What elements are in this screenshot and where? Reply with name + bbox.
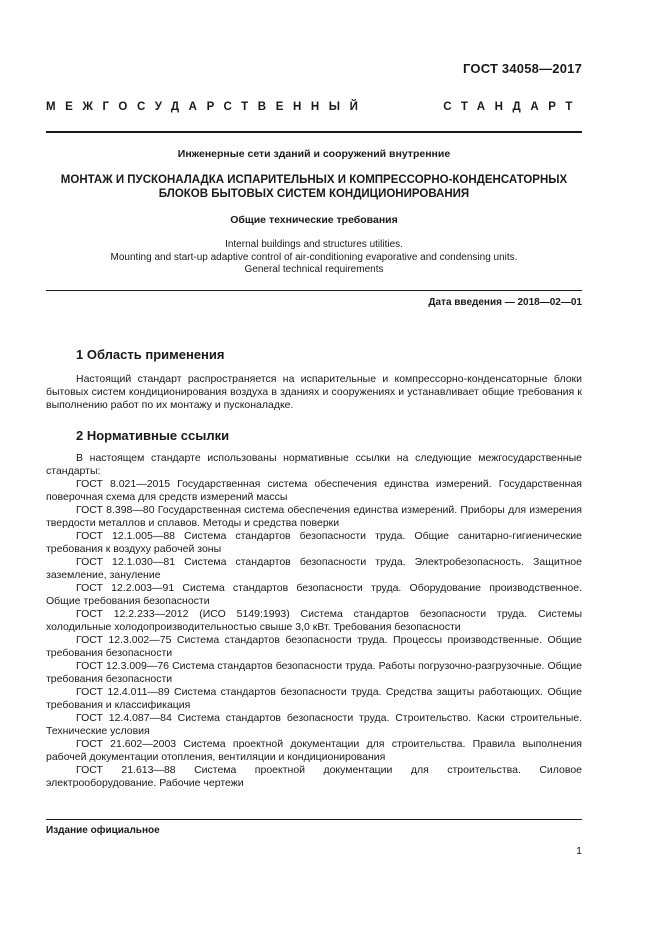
english-title-line: Internal buildings and structures utilities. bbox=[225, 239, 403, 250]
paragraph: Настоящий стандарт распространяется на испарительные и компрессорно-конденсаторные блоки бытовых систем кондиционирования воздуха в зданиях и сооружениях и устанавливает общие требования к выполнению работ по их монтажу и пусконаладке. bbox=[46, 373, 582, 411]
banner-word-standard: СТАНДАРТ bbox=[443, 101, 582, 113]
doc-main-title bbox=[46, 173, 582, 201]
official-edition-note: Издание официальное bbox=[46, 825, 160, 836]
section-heading-scope: 1 Область применения bbox=[76, 347, 225, 362]
reference-item: ГОСТ 8.398—80 Государственная система обеспечения единства измерений. Приборы для измерения твердости металлов и сплавов. Методы и средства поверки bbox=[46, 504, 582, 529]
main-title-line: БЛОКОВ БЫТОВЫХ СИСТЕМ КОНДИЦИОНИРОВАНИЯ bbox=[158, 188, 470, 200]
footer-divider bbox=[46, 819, 582, 820]
english-title-line: Mounting and start-up adaptive control of air-conditioning evaporative and condensing units. bbox=[110, 251, 518, 263]
english-title bbox=[46, 239, 582, 277]
doc-requirements-title: Общие технические требования bbox=[230, 214, 398, 226]
title-divider bbox=[46, 290, 582, 291]
standard-banner bbox=[46, 101, 582, 113]
reference-item: ГОСТ 12.4.011—89 Система стандартов безопасности труда. Средства защиты работающих. Общие требования и классификация bbox=[46, 686, 582, 711]
reference-item: ГОСТ 12.2.003—91 Система стандартов безопасности труда. Оборудование производственное. Общие требования безопасности bbox=[46, 582, 582, 607]
reference-item: ГОСТ 21.613—88 Система проектной документации для строительства. Силовое электрооборудование. Рабочие чертежи bbox=[46, 764, 582, 789]
section-scope-body bbox=[46, 373, 582, 412]
banner-word-interstate: МЕЖГОСУДАРСТВЕННЫЙ bbox=[46, 101, 368, 113]
reference-item: ГОСТ 12.1.005—88 Система стандартов безопасности труда. Общие санитарно-гигиенические требования к воздуху рабочей зоны bbox=[46, 530, 582, 555]
paragraph: В настоящем стандарте использованы нормативные ссылки на следующие межгосударственные стандарты: bbox=[46, 452, 582, 477]
main-title-line: МОНТАЖ И ПУСКОНАЛАДКА ИСПАРИТЕЛЬНЫХ И КОМПРЕССОРНО-КОНДЕНСАТОРНЫХ bbox=[60, 174, 568, 186]
section-references-body bbox=[46, 452, 582, 790]
introduction-date: Дата введения — 2018—02—01 bbox=[428, 297, 582, 308]
english-title-line: General technical requirements bbox=[244, 264, 384, 275]
reference-item: ГОСТ 12.2.233—2012 (ИСО 5149:1993) Система стандартов безопасности труда. Системы холодильные холодопроизводительностью свыше 3,0 кВт. Требования безопасности bbox=[46, 608, 582, 633]
reference-item: ГОСТ 21.602—2003 Система проектной документации для строительства. Правила выполнения рабочей документации отопления, вентиляции и кондиционирования bbox=[46, 738, 582, 763]
banner-rule bbox=[46, 131, 582, 133]
page-number: 1 bbox=[576, 845, 582, 857]
reference-item: ГОСТ 12.3.009—76 Система стандартов безопасности труда. Работы погрузочно-разгрузочные. Общие требования безопасности bbox=[46, 660, 582, 685]
reference-item: ГОСТ 12.4.087—84 Система стандартов безопасности труда. Строительство. Каски строительные. Технические условия bbox=[46, 712, 582, 737]
reference-item: ГОСТ 12.3.002—75 Система стандартов безопасности труда. Процессы производственные. Общие требования безопасности bbox=[46, 634, 582, 659]
reference-item: ГОСТ 12.1.030—81 Система стандартов безопасности труда. Электробезопасность. Защитное заземление, зануление bbox=[46, 556, 582, 581]
reference-item: ГОСТ 8.021—2015 Государственная система обеспечения единства измерений. Государственная поверочная схема для средств измерений массы bbox=[46, 478, 582, 503]
doc-subtitle: Инженерные сети зданий и сооружений внутренние bbox=[177, 148, 451, 160]
section-heading-references: 2 Нормативные ссылки bbox=[76, 428, 230, 443]
doc-code: ГОСТ 34058—2017 bbox=[463, 61, 582, 76]
